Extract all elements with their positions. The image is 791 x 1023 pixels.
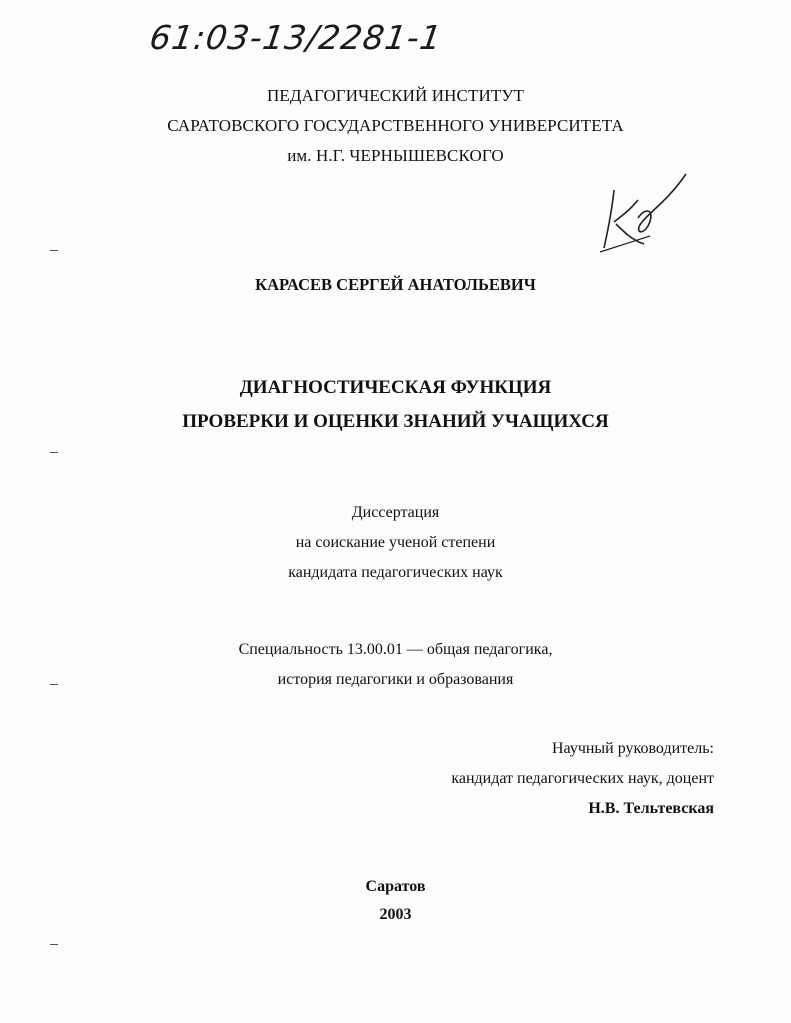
- supervisor-degree: кандидат педагогических наук, доцент: [451, 770, 714, 787]
- margin-mark: [50, 944, 58, 945]
- work-type-line-3: кандидата педагогических наук: [288, 564, 503, 581]
- supervisor-name: Н.В. Тельтевская: [588, 800, 714, 817]
- dissertation-title-line-1: ДИАГНОСТИЧЕСКАЯ ФУНКЦИЯ: [239, 377, 552, 398]
- supervisor-label: Научный руководитель:: [551, 740, 714, 757]
- author-name: КАРАСЕВ СЕРГЕЙ АНАТОЛЬЕВИЧ: [255, 275, 536, 294]
- catalog-number: 61:03-13/2281-1: [147, 18, 445, 57]
- institution-line-2: САРАТОВСКОГО ГОСУДАРСТВЕННОГО УНИВЕРСИТЕТА: [167, 116, 624, 135]
- margin-mark: [50, 250, 58, 251]
- handwritten-signature-icon: [594, 170, 694, 260]
- institution-line-3: им. Н.Г. ЧЕРНЫШЕВСКОГО: [287, 146, 504, 165]
- work-type-line-2: на соискание ученой степени: [295, 534, 496, 551]
- margin-mark: [50, 452, 58, 453]
- dissertation-title-line-2: ПРОВЕРКИ И ОЦЕНКИ ЗНАНИЙ УЧАЩИХСЯ: [182, 411, 609, 432]
- institution-line-1: ПЕДАГОГИЧЕСКИЙ ИНСТИТУТ: [267, 86, 524, 105]
- work-type-line-1: Диссертация: [351, 504, 440, 521]
- specialty-line-2: история педагогики и образования: [277, 671, 514, 688]
- year: 2003: [379, 906, 412, 923]
- city: Саратов: [365, 878, 426, 895]
- specialty-line-1: Специальность 13.00.01 — общая педагогика,: [238, 641, 553, 658]
